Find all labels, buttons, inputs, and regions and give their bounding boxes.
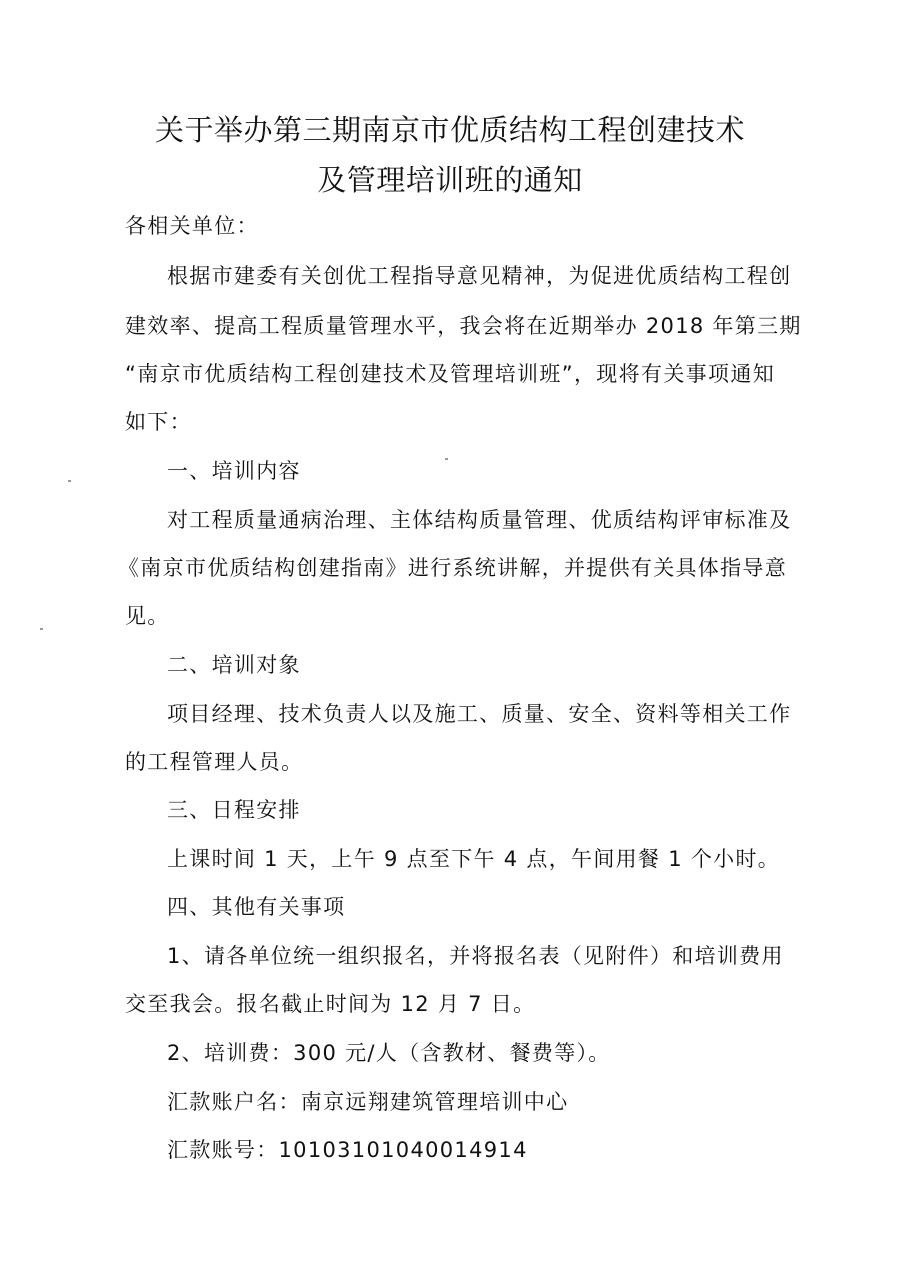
section-heading-schedule: 三、日程安排 xyxy=(167,798,301,822)
document-title-line-1: 关于举办第三期南京市优质结构工程创建技术 xyxy=(154,113,745,147)
scan-speck xyxy=(68,480,71,482)
other-item-1-line: 交至我会。报名截止时间为 12 月 7 日。 xyxy=(125,992,536,1016)
scan-speck xyxy=(40,628,43,630)
account-name: 汇款账户名：南京远翔建筑管理培训中心 xyxy=(167,1090,569,1114)
section-body-line: 见。 xyxy=(125,604,170,628)
section-body-line: 上课时间 1 天，上午 9 点至下午 4 点，午间用餐 1 个小时。 xyxy=(167,847,781,871)
intro-line: 如下： xyxy=(125,410,192,434)
section-body-line: 对工程质量通病治理、主体结构质量管理、优质结构评审标准及 xyxy=(167,508,792,532)
section-body-line: 项目经理、技术负责人以及施工、质量、安全、资料等相关工作 xyxy=(167,702,792,726)
section-heading-training-target: 二、培训对象 xyxy=(167,653,301,677)
scan-speck xyxy=(445,458,448,460)
intro-line: 根据市建委有关创优工程指导意见精神，为促进优质结构工程创 xyxy=(167,264,792,288)
salutation: 各相关单位： xyxy=(125,214,259,238)
section-body-line: 的工程管理人员。 xyxy=(125,750,304,774)
account-number: 汇款账号：10103101040014914 xyxy=(167,1138,528,1162)
section-heading-training-content: 一、培训内容 xyxy=(167,459,301,483)
intro-line: 建效率、提高工程质量管理水平，我会将在近期举办 2018 年第三期 xyxy=(125,314,802,338)
other-item-2: 2、培训费：300 元/人（含教材、餐费等）。 xyxy=(167,1041,611,1065)
other-item-1-line: 1、请各单位统一组织报名，并将报名表（见附件）和培训费用 xyxy=(167,944,784,968)
intro-line: “南京市优质结构工程创建技术及管理培训班”，现将有关事项通知 xyxy=(125,362,775,386)
section-heading-other-matters: 四、其他有关事项 xyxy=(167,895,346,919)
section-body-line: 《南京市优质结构创建指南》进行系统讲解，并提供有关具体指导意 xyxy=(118,556,787,580)
document-title-line-2: 及管理培训班的通知 xyxy=(317,163,583,197)
